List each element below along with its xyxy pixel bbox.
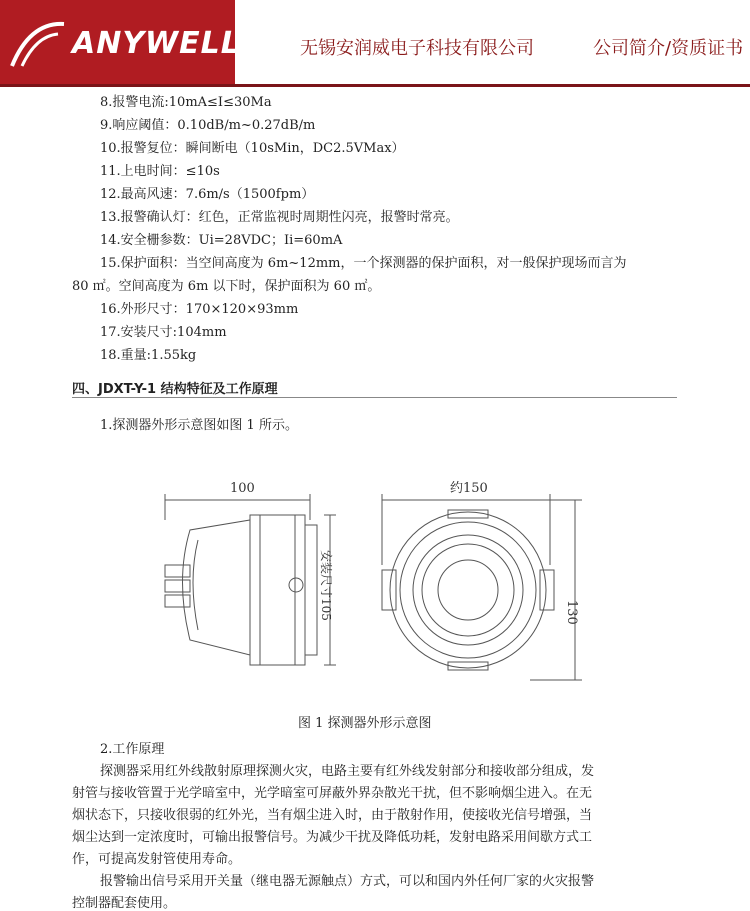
spec-line: 18.重量:1.55kg bbox=[100, 348, 197, 363]
spec-line: 11.上电时间：≤10s bbox=[100, 164, 220, 179]
dim-width-left: 100 bbox=[230, 481, 255, 496]
spec-line: 17.安装尺寸:104mm bbox=[100, 325, 227, 340]
principle-line: 报警输出信号采用开关量（继电器无源触点）方式，可以和国内外任何厂家的火灾报警 bbox=[100, 874, 595, 889]
spec-line: 8.报警电流:10mA≤I≤30Ma bbox=[100, 95, 272, 110]
spec-line: 15.保护面积：当空间高度为 6m~12mm，一个探测器的保护面积，对一般保护现场而言为 bbox=[100, 256, 627, 271]
spec-line: 9.响应阈值：0.10dB/m~0.27dB/m bbox=[100, 118, 316, 133]
dim-width-right: 约150 bbox=[450, 481, 488, 496]
spec-line: 16.外形尺寸：170×120×93mm bbox=[100, 302, 299, 317]
principle-title: 2.工作原理 bbox=[100, 742, 165, 757]
detector-outline-figure bbox=[150, 470, 590, 700]
principle-line: 作，可提高发射管使用寿命。 bbox=[72, 852, 242, 867]
logo-text: ANYWELL bbox=[72, 26, 241, 61]
principle-line: 烟状态下，只接收很弱的红外光，当有烟尘进入时，由于散射作用，使接收光信号增强，当 bbox=[72, 808, 593, 823]
header-divider bbox=[0, 84, 750, 87]
principle-line: 探测器采用红外线散射原理探测火灾，电路主要有红外线发射部分和接收部分组成，发 bbox=[100, 764, 595, 779]
heading-rule bbox=[72, 397, 677, 398]
figure-intro: 1.探测器外形示意图如图 1 所示。 bbox=[100, 418, 298, 433]
dim-height: 130 bbox=[564, 600, 579, 625]
page-header bbox=[0, 0, 750, 86]
section-title: 公司简介/资质证书 bbox=[593, 38, 744, 59]
company-name: 无锡安润威电子科技有限公司 bbox=[300, 38, 534, 59]
spec-line: 10.报警复位：瞬间断电（10sMin，DC2.5VMax） bbox=[100, 141, 405, 156]
spec-line: 80 ㎡。空间高度为 6m 以下时，保护面积为 60 ㎡。 bbox=[72, 279, 381, 294]
spec-line: 13.报警确认灯：红色，正常监视时周期性闪亮，报警时常亮。 bbox=[100, 210, 459, 225]
principle-line: 烟尘达到一定浓度时，可输出报警信号。为减少干扰及降低功耗，发射电路采用间歇方式工 bbox=[72, 830, 593, 845]
figure-caption: 图 1 探测器外形示意图 bbox=[298, 716, 432, 731]
spec-line: 14.安全栅参数：Ui=28VDC；Ii=60mA bbox=[100, 233, 343, 248]
brand-logo bbox=[0, 0, 241, 86]
spec-line: 12.最高风速：7.6m/s（1500fpm） bbox=[100, 187, 315, 202]
logo-arc-icon bbox=[8, 18, 68, 70]
principle-line: 控制器配套使用。 bbox=[72, 896, 177, 911]
principle-line: 射管与接收管置于光学暗室中，光学暗室可屏蔽外界杂散光干扰，但不影响烟尘进入。在无 bbox=[72, 786, 593, 801]
dim-mount: 安装尺寸105 bbox=[319, 550, 333, 621]
section-heading: 四、JDXT-Y-1 结构特征及工作原理 bbox=[72, 382, 278, 397]
